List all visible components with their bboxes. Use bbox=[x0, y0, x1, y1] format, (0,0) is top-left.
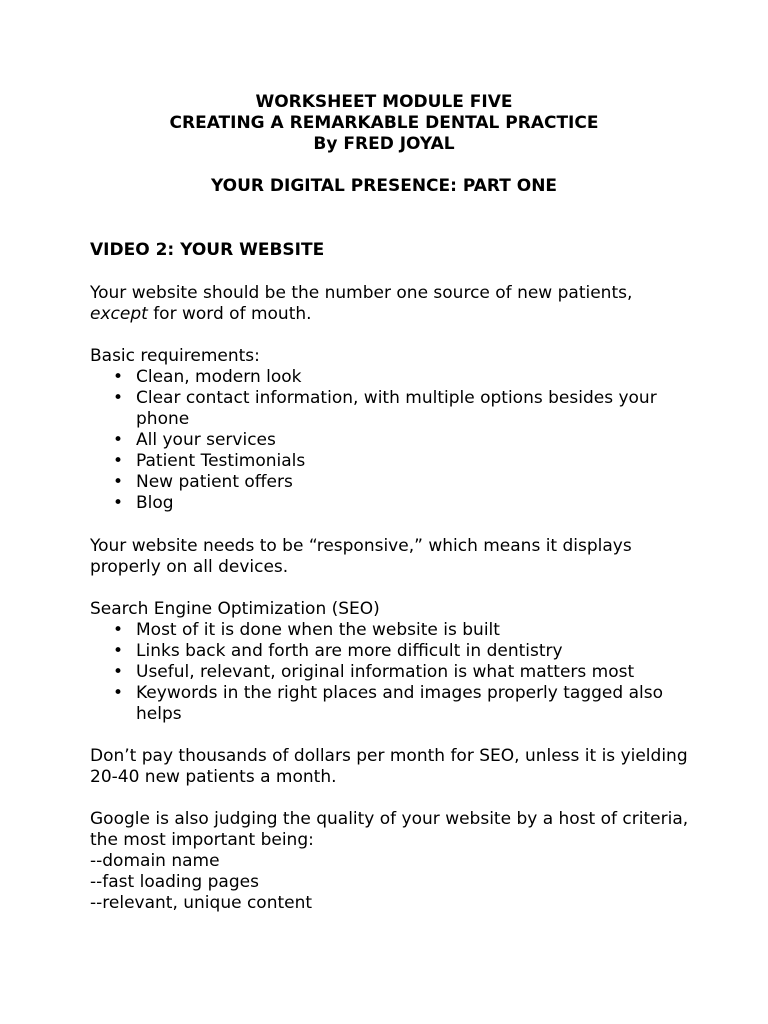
list-item: • Clean, modern look bbox=[90, 367, 690, 388]
author-line: By FRED JOYAL bbox=[313, 134, 455, 154]
google-paragraph: Google is also judging the quality of your website by a host of criteria, the most important being: bbox=[90, 809, 689, 850]
criteria-item: --fast loading pages bbox=[90, 872, 259, 892]
seo-label: Search Engine Optimization (SEO) bbox=[90, 599, 380, 619]
basic-requirements bbox=[90, 346, 690, 514]
list-item: • Patient Testimonials bbox=[90, 451, 690, 472]
intro-paragraph bbox=[90, 283, 690, 325]
responsive-paragraph: Your website needs to be “responsive,” which means it displays properly on all devices. bbox=[90, 536, 632, 577]
seo-section bbox=[90, 599, 690, 725]
list-item: • Blog bbox=[90, 493, 690, 514]
seo-list bbox=[90, 620, 690, 725]
section-heading: VIDEO 2: YOUR WEBSITE bbox=[90, 240, 325, 260]
intro-emphasis: except bbox=[90, 304, 148, 324]
seo-cost-paragraph: Don’t pay thousands of dollars per month for SEO, unless it is yielding 20-40 new patients a month. bbox=[90, 746, 688, 787]
google-criteria bbox=[90, 809, 690, 914]
list-item: • Most of it is done when the website is built bbox=[90, 620, 690, 641]
basic-requirements-list bbox=[90, 367, 690, 514]
list-item: • Useful, relevant, original information is what matters most bbox=[90, 662, 690, 683]
list-item: • Clear contact information, with multiple options besides your phone bbox=[90, 388, 690, 430]
worksheet-title: WORKSHEET MODULE FIVE bbox=[255, 92, 513, 112]
list-item: • All your services bbox=[90, 430, 690, 451]
list-item: • New patient offers bbox=[90, 472, 690, 493]
list-item: • Links back and forth are more difficult in dentistry bbox=[90, 641, 690, 662]
intro-text-end: for word of mouth. bbox=[147, 304, 312, 324]
criteria-item: --domain name bbox=[90, 851, 220, 871]
list-item: • Keywords in the right places and images properly tagged also helps bbox=[90, 683, 690, 725]
course-title: CREATING A REMARKABLE DENTAL PRACTICE bbox=[169, 113, 599, 133]
basic-requirements-label: Basic requirements: bbox=[90, 346, 260, 366]
criteria-item: --relevant, unique content bbox=[90, 893, 313, 913]
part-subtitle: YOUR DIGITAL PRESENCE: PART ONE bbox=[210, 176, 558, 196]
intro-text-start: Your website should be the number one source of new patients, bbox=[90, 283, 633, 303]
